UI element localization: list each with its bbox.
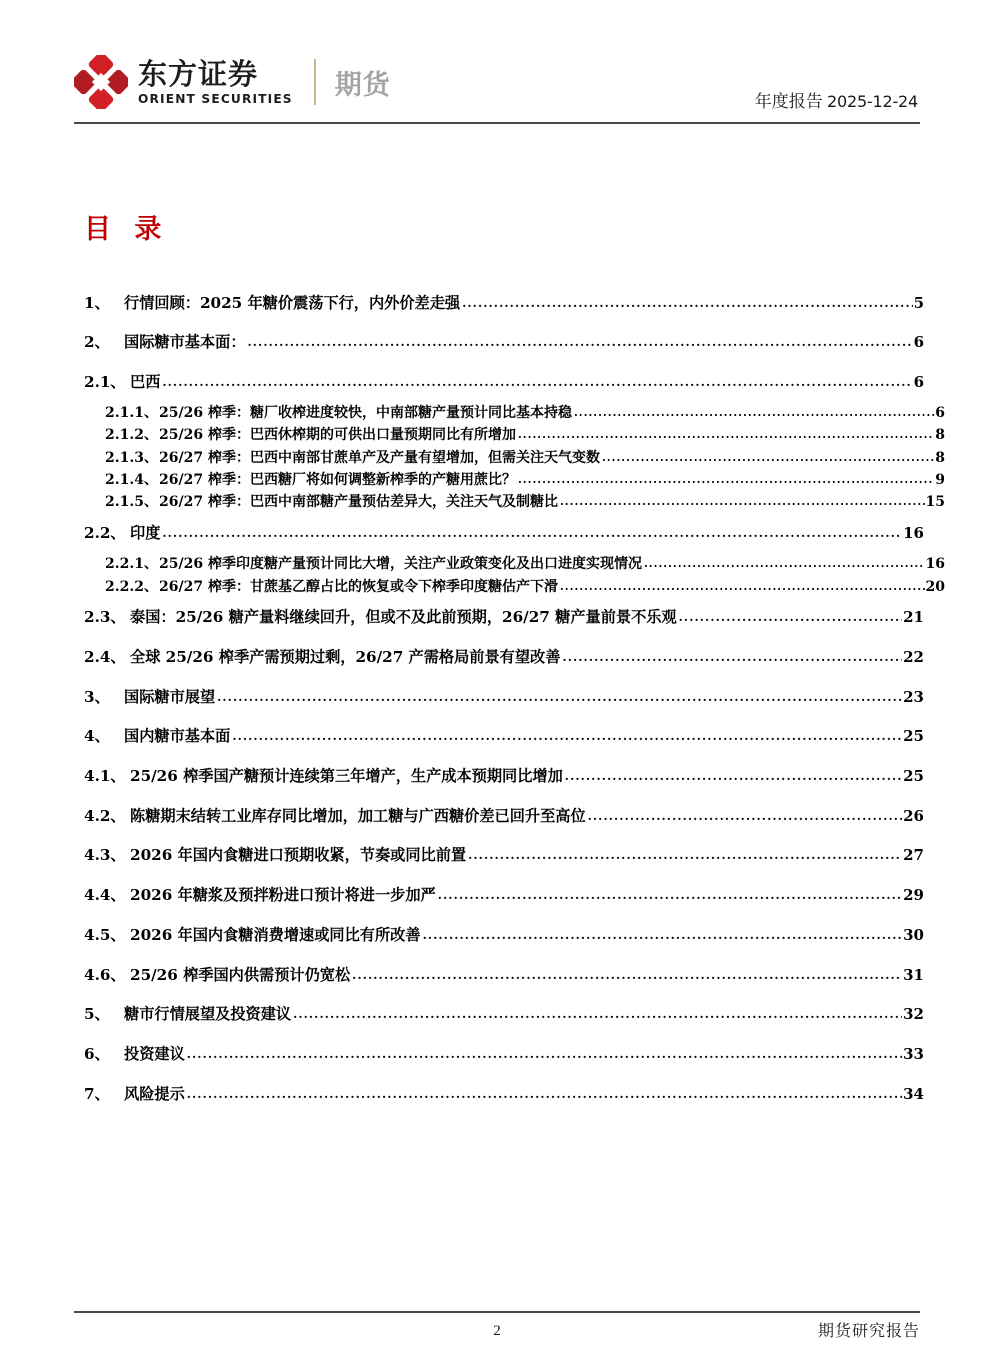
brand-divider	[314, 59, 316, 105]
toc-leader-dots	[232, 729, 902, 743]
toc-entry-page-number: 21	[903, 608, 924, 627]
page-footer	[74, 1318, 920, 1344]
toc-entry-page-number: 33	[903, 1044, 924, 1063]
toc-leader-dots	[518, 428, 934, 441]
brand-name-en: ORIENT SECURITIES	[138, 91, 293, 106]
toc-leader-dots	[468, 848, 902, 862]
toc-leader-dots	[518, 473, 934, 486]
toc-entry[interactable]	[84, 1043, 924, 1074]
toc-entry-page-number: 25	[903, 727, 924, 746]
toc-entry-number: 2.1.3、	[105, 449, 158, 466]
page-header	[0, 44, 992, 120]
toc-entry-page-number: 6	[913, 372, 924, 391]
toc-entry-title: 25/26 榨季：糖厂收榨进度较快，中南部糖产量预计同比基本持稳	[159, 405, 572, 422]
footer-divider-rule	[74, 1311, 920, 1313]
toc-entry-page-number: 15	[925, 494, 945, 511]
toc-leader-dots	[644, 557, 925, 570]
toc-entry-page-number: 25	[903, 767, 924, 786]
toc-entry[interactable]	[84, 1003, 924, 1034]
toc-entry-title: 国内糖市基本面	[124, 727, 231, 746]
toc-entry-title: 印度	[130, 524, 161, 543]
page-title: 目 录	[84, 214, 169, 245]
toc-entry-title: 25/26 榨季国内供需预计仍宽松	[130, 965, 351, 984]
toc-leader-dots	[352, 968, 902, 982]
toc-entry-title: 25/26 榨季印度糖产量预计同比大增，关注产业政策变化及出口进度实现情况	[159, 556, 642, 573]
toc-entry-number: 2.1.2、	[105, 427, 158, 444]
toc-leader-dots	[560, 580, 925, 593]
toc-entry-title: 国际糖市展望	[124, 687, 216, 706]
toc-entry[interactable]	[84, 576, 945, 598]
toc-entry-number: 4.3、	[84, 846, 126, 865]
brand-block	[74, 55, 391, 109]
toc-entry-page-number: 8	[935, 449, 945, 466]
toc-leader-dots	[565, 769, 902, 783]
toc-entry[interactable]	[84, 491, 945, 513]
toc-entry-number: 2.3、	[84, 608, 126, 627]
toc-entry-number: 4.4、	[84, 886, 126, 905]
toc-entry-title: 泰国：25/26 糖产量料继续回升，但或不及此前预期，26/27 糖产量前景不乐观	[130, 608, 677, 627]
toc-entry-number: 2.1.4、	[105, 471, 158, 488]
toc-entry-page-number: 8	[935, 427, 945, 444]
toc-leader-dots	[588, 809, 903, 823]
toc-entry[interactable]	[84, 884, 924, 915]
toc-entry[interactable]	[84, 292, 924, 323]
toc-leader-dots	[217, 690, 902, 704]
toc-entry-number: 4.2、	[84, 806, 126, 825]
toc-entry-number: 2.1.5、	[105, 494, 158, 511]
toc-leader-dots	[560, 495, 925, 508]
toc-leader-dots	[562, 650, 902, 664]
toc-leader-dots	[574, 406, 934, 419]
toc-entry-title: 国际糖市基本面：	[124, 333, 246, 352]
toc-entry-title: 风险提示	[124, 1084, 185, 1103]
toc-entry-number: 6、	[84, 1044, 110, 1063]
toc-entry-page-number: 27	[903, 846, 924, 865]
toc-entry[interactable]	[84, 1083, 924, 1114]
toc-entry-number: 2.2.1、	[105, 556, 158, 573]
toc-entry-page-number: 22	[903, 648, 924, 667]
toc-entry-title: 糖市行情展望及投资建议	[124, 1005, 292, 1024]
toc-entry-number: 2.2、	[84, 524, 126, 543]
toc-entry-page-number: 30	[903, 925, 924, 944]
toc-entry-number: 2.1、	[84, 372, 126, 391]
toc-entry-page-number: 26	[903, 806, 924, 825]
toc-leader-dots	[293, 1007, 902, 1021]
toc-entry-title: 巴西	[130, 372, 161, 391]
toc-entry-number: 4、	[84, 727, 110, 746]
toc-entry-page-number: 31	[903, 965, 924, 984]
toc-entry-title: 行情回顾：2025 年糖价震荡下行，内外价差走强	[124, 293, 461, 312]
toc-entry-number: 4.6、	[84, 965, 126, 984]
toc-entry-title: 25/26 榨季：巴西休榨期的可供出口量预期同比有所增加	[159, 427, 516, 444]
toc-entry-number: 2、	[84, 333, 110, 352]
toc-entry-number: 4.1、	[84, 767, 126, 786]
toc-entry-page-number: 16	[925, 556, 945, 573]
toc-entry-page-number: 23	[903, 687, 924, 706]
toc-entry-number: 3、	[84, 687, 110, 706]
toc-entry-page-number: 20	[925, 578, 945, 595]
toc-entry-title: 全球 25/26 榨季产需预期过剩，26/27 产需格局前景有望改善	[130, 648, 561, 667]
toc-entry[interactable]	[84, 402, 945, 424]
toc-entry-title: 26/27 榨季：巴西中南部糖产量预估差异大，关注天气及制糖比	[159, 494, 558, 511]
toc-entry[interactable]	[84, 447, 945, 469]
brand-name-cn: 东方证券	[138, 57, 259, 92]
toc-leader-dots	[187, 1047, 902, 1061]
toc-entry-number: 2.4、	[84, 648, 126, 667]
footer-report-label: 期货研究报告	[817, 1323, 920, 1340]
toc-entry-number: 1、	[84, 293, 110, 312]
header-report-meta	[755, 87, 918, 120]
toc-entry-page-number: 34	[903, 1084, 924, 1103]
toc-entry[interactable]	[84, 725, 924, 756]
toc-leader-dots	[602, 451, 934, 464]
toc-entry[interactable]	[84, 844, 924, 875]
toc-entry-number: 5、	[84, 1005, 110, 1024]
toc-entry-title: 26/27 榨季：巴西糖厂将如何调整新榨季的产糖用蔗比？	[159, 471, 516, 488]
brand-subbrand-label: 期货	[334, 69, 391, 101]
report-type-label: 年度报告	[754, 92, 823, 111]
toc-entry-number: 7、	[84, 1084, 110, 1103]
toc-entry[interactable]	[84, 424, 945, 446]
toc-entry[interactable]	[84, 924, 924, 955]
toc-entry[interactable]	[84, 646, 924, 677]
toc-entry-title: 26/27 榨季：巴西中南部甘蔗单产及产量有望增加，但需关注天气变数	[159, 449, 600, 466]
toc-entry-page-number: 32	[903, 1005, 924, 1024]
toc-leader-dots	[187, 1087, 902, 1101]
toc-entry-page-number: 16	[903, 524, 924, 543]
toc-leader-dots	[679, 610, 902, 624]
toc-entry-page-number: 6	[913, 333, 924, 352]
toc-entry-title: 2026 年糖浆及预拌粉进口预计将进一步加严	[130, 886, 436, 905]
orient-securities-diamond-logo-icon	[74, 55, 128, 109]
table-of-contents	[84, 283, 945, 1114]
toc-entry[interactable]	[84, 553, 945, 575]
toc-entry-page-number: 29	[903, 886, 924, 905]
toc-entry-title: 25/26 榨季国产糖预计连续第三年增产，生产成本预期同比增加	[130, 767, 563, 786]
toc-entry-title: 陈糖期末结转工业库存同比增加，加工糖与广西糖价差已回升至高位	[130, 806, 586, 825]
toc-entry-title: 26/27 榨季：甘蔗基乙醇占比的恢复或令下榨季印度糖估产下滑	[159, 578, 558, 595]
toc-entry[interactable]	[84, 371, 924, 402]
toc-leader-dots	[423, 928, 903, 942]
toc-entry[interactable]	[84, 765, 924, 796]
toc-leader-dots	[162, 526, 902, 540]
toc-leader-dots	[462, 296, 912, 310]
toc-leader-dots	[438, 888, 902, 902]
toc-entry-title: 2026 年国内食糖进口预期收紧，节奏或同比前置	[130, 846, 467, 865]
toc-entry-title: 投资建议	[124, 1044, 185, 1063]
report-date-label: 2025-12-24	[827, 92, 918, 111]
toc-entry-title: 2026 年国内食糖消费增速或同比有所改善	[130, 925, 421, 944]
toc-entry-page-number: 5	[913, 293, 924, 312]
toc-entry[interactable]	[84, 964, 924, 995]
toc-entry[interactable]	[84, 522, 924, 553]
toc-entry-number: 2.2.2、	[105, 578, 158, 595]
toc-entry[interactable]	[84, 331, 924, 362]
footer-page-number: 2	[493, 1322, 501, 1339]
toc-leader-dots	[162, 375, 912, 389]
toc-entry[interactable]	[84, 606, 924, 637]
header-divider-rule	[74, 122, 920, 124]
toc-entry-number: 4.5、	[84, 925, 126, 944]
toc-leader-dots	[248, 335, 913, 349]
toc-entry[interactable]	[84, 686, 924, 717]
toc-entry[interactable]	[84, 469, 945, 491]
toc-entry[interactable]	[84, 805, 924, 836]
toc-entry-number: 2.1.1、	[105, 405, 158, 422]
toc-entry-page-number: 9	[935, 471, 945, 488]
toc-entry-page-number: 6	[935, 405, 945, 422]
